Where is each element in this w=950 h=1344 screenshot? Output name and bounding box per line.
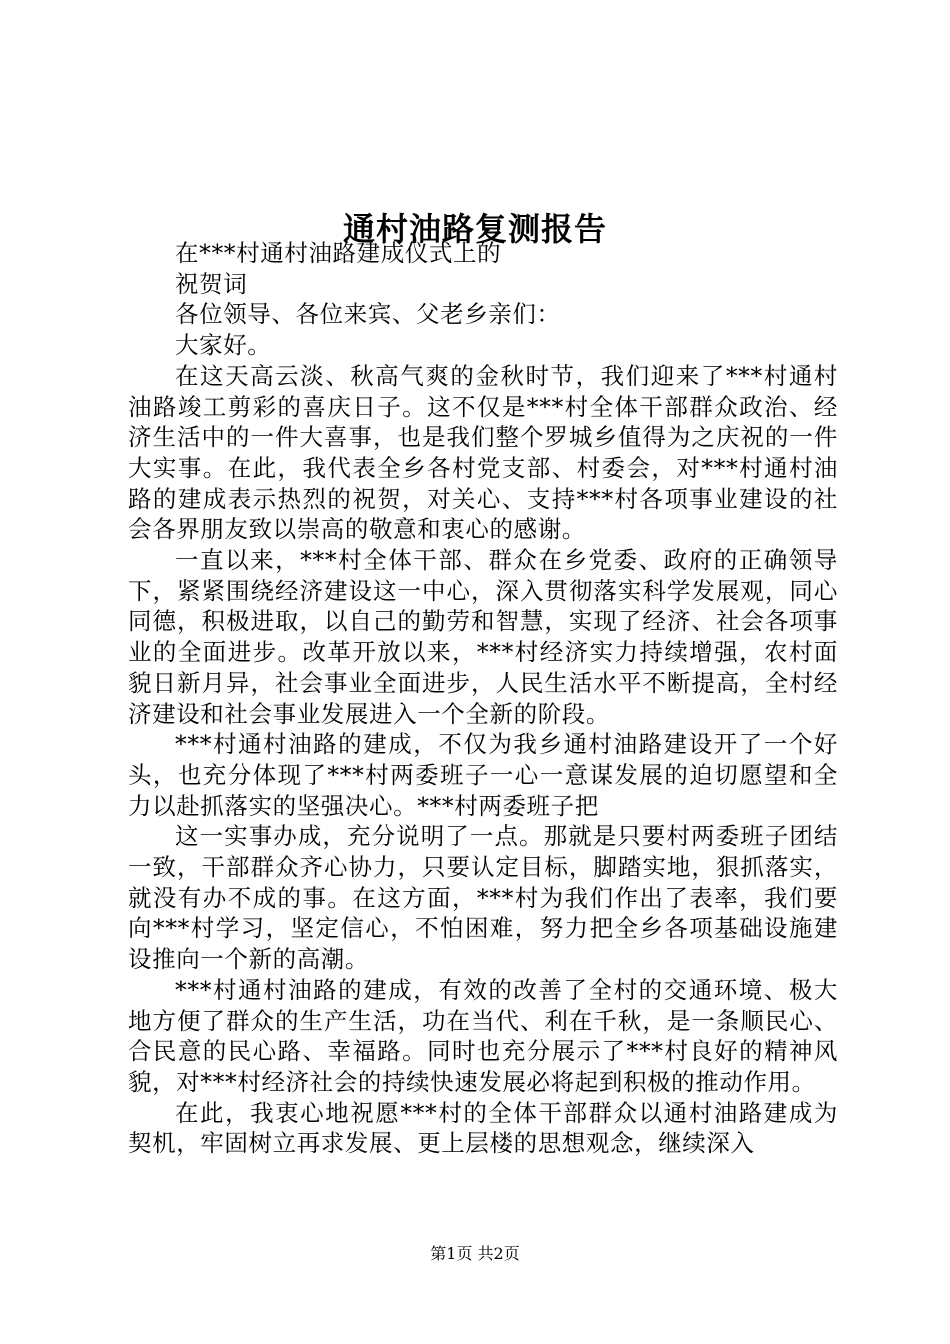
body-paragraph: 这一实事办成，充分说明了一点。那就是只要村两委班子团结一致，干部群众齐心协力，只要认定目标，脚踏实地，狠抓落实，就没有办不成的事。在这方面，***村为我们作出了表率，我们要向***村学习，坚定信心，不怕困难，努力把全乡各项基础设施建设推向一个新的高潮。 bbox=[128, 822, 838, 974]
body-paragraph: 大家好。 bbox=[175, 331, 272, 360]
body-paragraph: ***村通村油路的建成，不仅为我乡通村油路建设开了一个好头，也充分体现了***村两委班子一心一意谋发展的迫切愿望和全力以赴抓落实的坚强决心。***村两委班子把 bbox=[128, 730, 838, 820]
body-paragraph: 各位领导、各位来宾、父老乡亲们： bbox=[175, 300, 561, 329]
body-paragraph: 在这天高云淡、秋高气爽的金秋时节，我们迎来了***村通村油路竣工剪彩的喜庆日子。这不仅是***村全体干部群众政治、经济生活中的一件大喜事，也是我们整个罗城乡值得为之庆祝的一件大实事。在此，我代表全乡各村党支部、村委会，对***村通村油路的建成表示热烈的祝贺，对关心、支持***村各项事业建设的社会各界朋友致以崇高的敬意和衷心的感谢。 bbox=[128, 361, 838, 544]
body-paragraph: 在***村通村油路建成仪式上的 bbox=[175, 239, 502, 267]
document-body bbox=[128, 238, 838, 1159]
body-paragraph: 一直以来，***村全体干部、群众在乡党委、政府的正确领导下，紧紧围绕经济建设这一中心，深入贯彻落实科学发展观，同心同德，积极进取，以自己的勤劳和智慧，实现了经济、社会各项事业的全面进步。改革开放以来，***村经济实力持续增强，农村面貌日新月异，社会事业全面进步，人民生活水平不断提高，全村经济建设和社会事业发展进入一个全新的阶段。 bbox=[128, 546, 838, 728]
body-paragraph: 在此，我衷心地祝愿***村的全体干部群众以通村油路建成为契机，牢固树立再求发展、更上层楼的思想观念，继续深入 bbox=[128, 1098, 838, 1158]
body-paragraph: ***村通村油路的建成，有效的改善了全村的交通环境、极大地方便了群众的生产生活，功在当代、利在千秋，是一条顺民心、合民意的民心路、幸福路。同时也充分展示了***村良好的精神风貌，对***村经济社会的持续快速发展必将起到积极的推动作用。 bbox=[128, 975, 838, 1096]
page-footer: 第1页 共2页 bbox=[430, 1244, 520, 1263]
document-title: 通村油路复测报告 bbox=[342, 210, 607, 249]
body-paragraph: 祝贺词 bbox=[175, 269, 248, 298]
